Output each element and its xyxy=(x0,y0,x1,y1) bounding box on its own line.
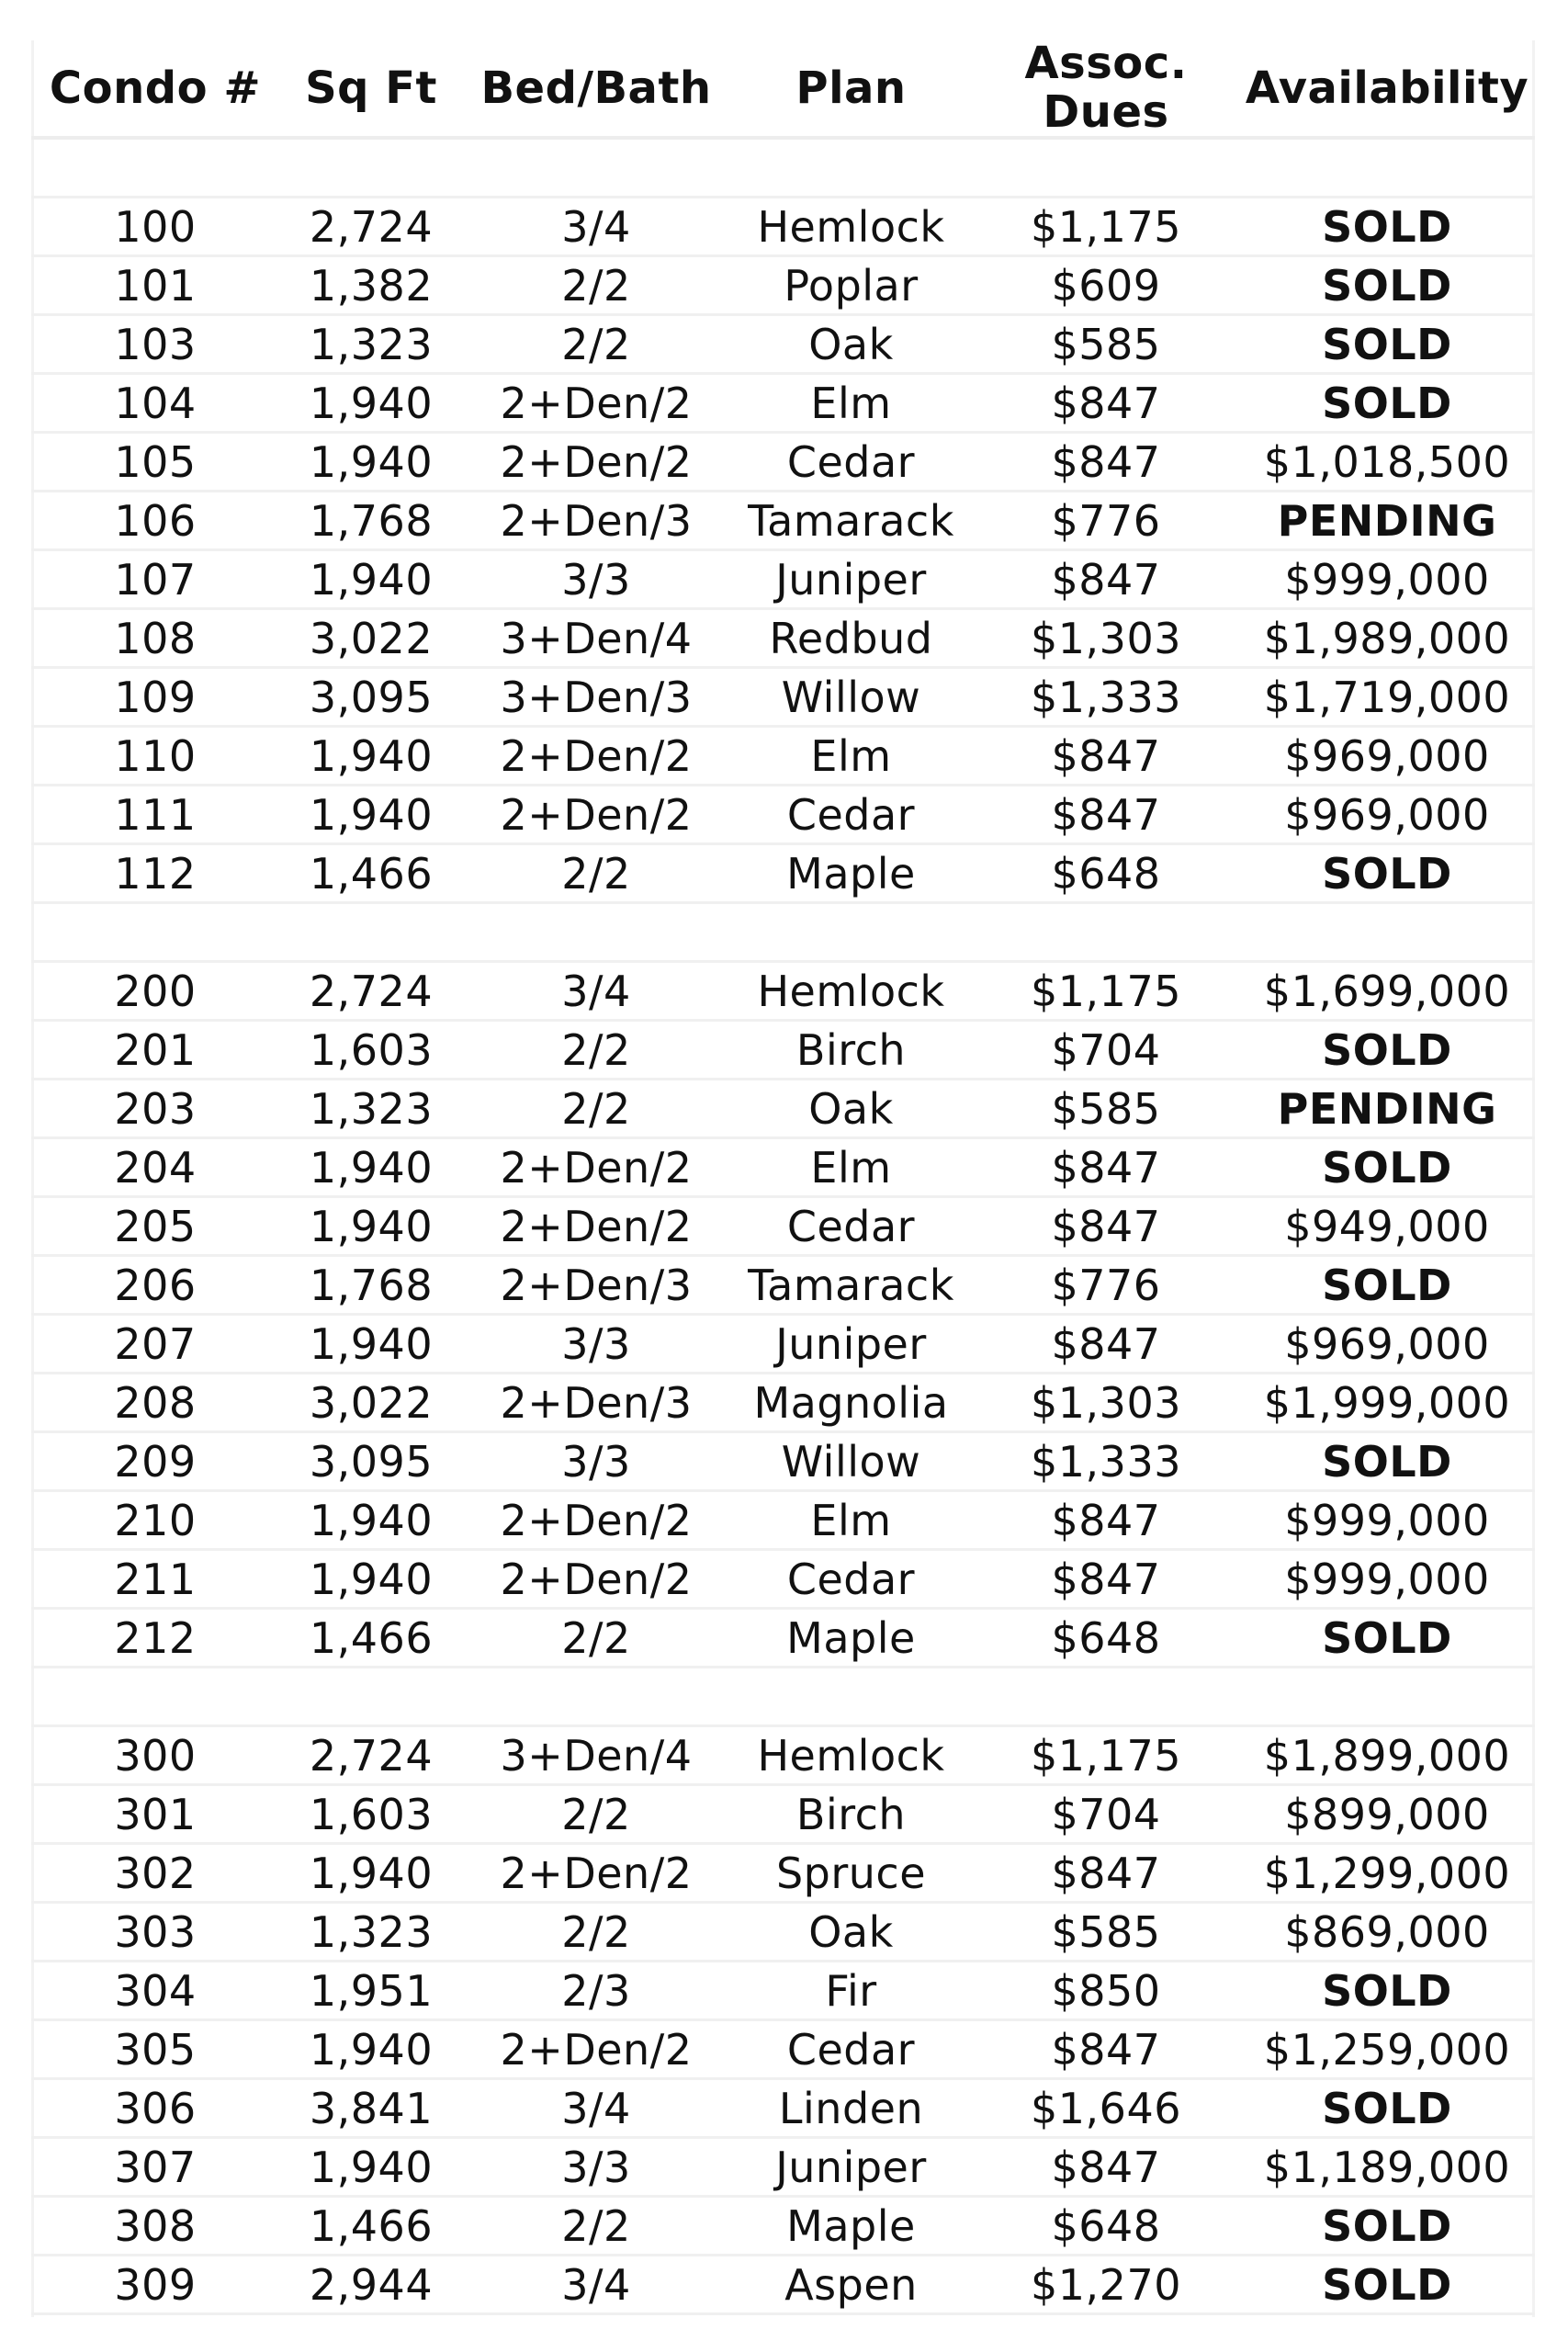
plan-cell: Aspen xyxy=(784,2259,918,2310)
sqft-cell: 1,940 xyxy=(309,2024,434,2075)
table-row xyxy=(31,2198,1535,2256)
availability-cell: SOLD xyxy=(1322,1612,1452,1663)
condo-cell: 211 xyxy=(114,1554,197,1604)
condo-cell: 109 xyxy=(114,672,197,722)
availability-cell: $999,000 xyxy=(1284,1554,1490,1604)
plan-cell: Cedar xyxy=(786,789,916,840)
condo-table xyxy=(31,40,1535,2315)
table-row xyxy=(31,551,1535,610)
availability-cell: $1,719,000 xyxy=(1263,672,1511,722)
sqft-cell: 1,323 xyxy=(309,319,434,369)
plan-cell: Elm xyxy=(810,378,892,428)
table-row xyxy=(31,2080,1535,2139)
condo-cell: 105 xyxy=(114,436,197,487)
condo-cell: 103 xyxy=(114,319,197,369)
bedbath-cell: 2+Den/2 xyxy=(500,378,693,428)
dues-cell: $648 xyxy=(1051,2200,1161,2251)
condo-cell: 207 xyxy=(114,1318,197,1369)
dues-cell: $1,175 xyxy=(1031,201,1181,252)
plan-cell: Tamarack xyxy=(748,495,954,546)
availability-cell: SOLD xyxy=(1322,201,1452,252)
availability-cell: $999,000 xyxy=(1284,1495,1490,1545)
table-row xyxy=(31,610,1535,669)
bedbath-cell: 2+Den/2 xyxy=(500,789,693,840)
dues-cell: $847 xyxy=(1051,436,1161,487)
sqft-cell: 1,466 xyxy=(309,1612,434,1663)
sqft-cell: 2,724 xyxy=(309,966,434,1016)
dues-cell: $1,333 xyxy=(1031,1436,1181,1487)
dues-cell: $847 xyxy=(1051,1848,1161,1898)
table-row xyxy=(31,257,1535,316)
table-row xyxy=(31,1022,1535,1080)
dues-cell: $1,646 xyxy=(1031,2083,1181,2133)
condo-cell: 306 xyxy=(114,2083,197,2133)
plan-cell: Cedar xyxy=(786,2024,916,2075)
dues-cell: $847 xyxy=(1051,1201,1161,1251)
dues-cell: $704 xyxy=(1051,1789,1161,1839)
sqft-cell: 1,940 xyxy=(309,1554,434,1604)
sqft-cell: 3,022 xyxy=(309,613,434,663)
table-row xyxy=(31,2256,1535,2315)
bedbath-cell: 2+Den/3 xyxy=(500,1260,693,1310)
plan-cell: Magnolia xyxy=(753,1377,949,1428)
bedbath-cell: 3+Den/4 xyxy=(500,1730,693,1781)
header-dues xyxy=(973,40,1239,137)
bedbath-cell: 2/2 xyxy=(561,2200,631,2251)
plan-cell: Maple xyxy=(786,848,916,899)
table-row xyxy=(31,198,1535,257)
floor-separator-row xyxy=(31,1668,1535,1727)
sqft-cell: 3,841 xyxy=(309,2083,434,2133)
availability-cell: $969,000 xyxy=(1284,730,1490,781)
dues-cell: $847 xyxy=(1051,1554,1161,1604)
bedbath-cell: 2+Den/2 xyxy=(500,730,693,781)
plan-cell: Cedar xyxy=(786,436,916,487)
sqft-cell: 1,940 xyxy=(309,2142,434,2192)
availability-cell: SOLD xyxy=(1322,2200,1452,2251)
bedbath-cell: 2/2 xyxy=(561,1612,631,1663)
sqft-cell: 1,768 xyxy=(309,495,434,546)
sqft-cell: 1,940 xyxy=(309,789,434,840)
sqft-cell: 1,940 xyxy=(309,1495,434,1545)
condo-cell: 303 xyxy=(114,1906,197,1957)
table-row xyxy=(31,1845,1535,1904)
condo-cell: 210 xyxy=(114,1495,197,1545)
bedbath-cell: 2+Den/2 xyxy=(500,1848,693,1898)
dues-cell: $847 xyxy=(1051,789,1161,840)
plan-cell: Elm xyxy=(810,730,892,781)
bedbath-cell: 3/4 xyxy=(561,966,631,1016)
condo-cell: 300 xyxy=(114,1730,197,1781)
condo-cell: 110 xyxy=(114,730,197,781)
bedbath-cell: 3/4 xyxy=(561,2083,631,2133)
plan-cell: Maple xyxy=(786,2200,916,2251)
dues-cell: $847 xyxy=(1051,378,1161,428)
condo-cell: 307 xyxy=(114,2142,197,2192)
sqft-cell: 1,951 xyxy=(309,1965,434,2016)
availability-cell: SOLD xyxy=(1322,1024,1452,1075)
plan-cell: Fir xyxy=(825,1965,877,2016)
dues-cell: $585 xyxy=(1051,1906,1161,1957)
bedbath-cell: 3/3 xyxy=(561,1436,631,1487)
dues-cell: $850 xyxy=(1051,1965,1161,2016)
condo-cell: 100 xyxy=(114,201,197,252)
availability-cell: $969,000 xyxy=(1284,789,1490,840)
availability-cell: $949,000 xyxy=(1284,1201,1490,1251)
floor-separator-row xyxy=(31,904,1535,963)
bedbath-cell: 3/4 xyxy=(561,2259,631,2310)
availability-cell: $1,299,000 xyxy=(1263,1848,1511,1898)
plan-cell: Maple xyxy=(786,1612,916,1663)
availability-cell: $1,999,000 xyxy=(1263,1377,1511,1428)
table-row xyxy=(31,1904,1535,1962)
table-row xyxy=(31,1198,1535,1257)
condo-cell: 304 xyxy=(114,1965,197,2016)
plan-cell: Birch xyxy=(795,1789,907,1839)
availability-cell: SOLD xyxy=(1322,319,1452,369)
sqft-cell: 1,466 xyxy=(309,2200,434,2251)
bedbath-cell: 2/2 xyxy=(561,848,631,899)
sqft-cell: 1,603 xyxy=(309,1024,434,1075)
availability-cell: SOLD xyxy=(1322,1965,1452,2016)
sqft-cell: 1,768 xyxy=(309,1260,434,1310)
dues-cell: $847 xyxy=(1051,2024,1161,2075)
condo-cell: 203 xyxy=(114,1083,197,1134)
dues-cell: $585 xyxy=(1051,319,1161,369)
condo-cell: 111 xyxy=(114,789,197,840)
plan-cell: Juniper xyxy=(775,1318,927,1369)
availability-cell: $1,989,000 xyxy=(1263,613,1511,663)
availability-cell: SOLD xyxy=(1322,848,1452,899)
table-row xyxy=(31,434,1535,492)
condo-cell: 209 xyxy=(114,1436,197,1487)
dues-cell: $847 xyxy=(1051,1142,1161,1193)
header-dues-line2: Dues xyxy=(1043,86,1169,138)
table-row xyxy=(31,963,1535,1022)
plan-cell: Hemlock xyxy=(757,966,945,1016)
sqft-cell: 1,466 xyxy=(309,848,434,899)
plan-cell: Linden xyxy=(778,2083,924,2133)
bedbath-cell: 2+Den/2 xyxy=(500,1495,693,1545)
bedbath-cell: 2/2 xyxy=(561,319,631,369)
availability-cell: SOLD xyxy=(1322,1436,1452,1487)
condo-cell: 302 xyxy=(114,1848,197,1898)
table-row xyxy=(31,1433,1535,1492)
floor-separator-row xyxy=(31,140,1535,198)
availability-cell: $869,000 xyxy=(1284,1906,1490,1957)
availability-cell: SOLD xyxy=(1322,2083,1452,2133)
table-row xyxy=(31,1374,1535,1433)
table-row xyxy=(31,1257,1535,1316)
plan-cell: Birch xyxy=(795,1024,907,1075)
plan-cell: Juniper xyxy=(775,554,927,605)
header-bedbath: Bed/Bath xyxy=(480,62,712,114)
dues-cell: $585 xyxy=(1051,1083,1161,1134)
sqft-cell: 3,022 xyxy=(309,1377,434,1428)
bedbath-cell: 2/3 xyxy=(561,1965,631,2016)
sqft-cell: 2,724 xyxy=(309,1730,434,1781)
bedbath-cell: 3+Den/4 xyxy=(500,613,693,663)
condo-cell: 201 xyxy=(114,1024,197,1075)
sqft-cell: 1,382 xyxy=(309,260,434,311)
sqft-cell: 1,940 xyxy=(309,730,434,781)
dues-cell: $648 xyxy=(1051,1612,1161,1663)
plan-cell: Cedar xyxy=(786,1201,916,1251)
availability-cell: $1,899,000 xyxy=(1263,1730,1511,1781)
condo-cell: 104 xyxy=(114,378,197,428)
sqft-cell: 1,323 xyxy=(309,1906,434,1957)
bedbath-cell: 2/2 xyxy=(561,1083,631,1134)
table-row xyxy=(31,316,1535,375)
plan-cell: Oak xyxy=(808,1906,894,1957)
availability-cell: $1,189,000 xyxy=(1263,2142,1511,2192)
dues-cell: $1,270 xyxy=(1031,2259,1181,2310)
plan-cell: Elm xyxy=(810,1495,892,1545)
plan-cell: Elm xyxy=(810,1142,892,1193)
condo-cell: 112 xyxy=(114,848,197,899)
availability-cell: $999,000 xyxy=(1284,554,1490,605)
bedbath-cell: 2+Den/2 xyxy=(500,2024,693,2075)
dues-cell: $847 xyxy=(1051,1318,1161,1369)
sqft-cell: 3,095 xyxy=(309,672,434,722)
availability-cell: PENDING xyxy=(1277,495,1497,546)
table-row xyxy=(31,1962,1535,2021)
condo-cell: 301 xyxy=(114,1789,197,1839)
availability-cell: $1,259,000 xyxy=(1263,2024,1511,2075)
plan-cell: Tamarack xyxy=(748,1260,954,1310)
table-row xyxy=(31,1080,1535,1139)
dues-cell: $1,175 xyxy=(1031,966,1181,1016)
sqft-cell: 1,323 xyxy=(309,1083,434,1134)
table-row xyxy=(31,669,1535,728)
availability-cell: SOLD xyxy=(1322,378,1452,428)
sqft-cell: 1,940 xyxy=(309,1848,434,1898)
condo-cell: 200 xyxy=(114,966,197,1016)
plan-cell: Redbud xyxy=(769,613,933,663)
table-row xyxy=(31,2139,1535,2198)
table-row xyxy=(31,1727,1535,1786)
availability-cell: $969,000 xyxy=(1284,1318,1490,1369)
table-row xyxy=(31,1551,1535,1610)
bedbath-cell: 2+Den/3 xyxy=(500,495,693,546)
dues-cell: $704 xyxy=(1051,1024,1161,1075)
bedbath-cell: 3/3 xyxy=(561,2142,631,2192)
availability-cell: SOLD xyxy=(1322,260,1452,311)
condo-cell: 212 xyxy=(114,1612,197,1663)
bedbath-cell: 2+Den/3 xyxy=(500,1377,693,1428)
bedbath-cell: 2+Den/2 xyxy=(500,1554,693,1604)
header-sqft: Sq Ft xyxy=(305,62,437,114)
bedbath-cell: 2+Den/2 xyxy=(500,1201,693,1251)
condo-cell: 205 xyxy=(114,1201,197,1251)
bedbath-cell: 2/2 xyxy=(561,260,631,311)
sqft-cell: 1,940 xyxy=(309,1318,434,1369)
table-row xyxy=(31,786,1535,845)
bedbath-cell: 2+Den/2 xyxy=(500,436,693,487)
dues-cell: $1,303 xyxy=(1031,1377,1181,1428)
header-plan: Plan xyxy=(795,62,907,114)
bedbath-cell: 2/2 xyxy=(561,1789,631,1839)
dues-cell: $847 xyxy=(1051,2142,1161,2192)
condo-cell: 204 xyxy=(114,1142,197,1193)
condo-cell: 206 xyxy=(114,1260,197,1310)
sqft-cell: 1,940 xyxy=(309,1142,434,1193)
bedbath-cell: 3/4 xyxy=(561,201,631,252)
plan-cell: Willow xyxy=(781,672,921,722)
bedbath-cell: 2/2 xyxy=(561,1024,631,1075)
availability-cell: $1,018,500 xyxy=(1263,436,1511,487)
availability-cell: SOLD xyxy=(1322,2259,1452,2310)
condo-cell: 308 xyxy=(114,2200,197,2251)
table-row xyxy=(31,2021,1535,2080)
sqft-cell: 2,724 xyxy=(309,201,434,252)
condo-cell: 101 xyxy=(114,260,197,311)
dues-cell: $847 xyxy=(1051,1495,1161,1545)
condo-cell: 106 xyxy=(114,495,197,546)
table-row xyxy=(31,1786,1535,1845)
table-row xyxy=(31,845,1535,904)
bedbath-cell: 3/3 xyxy=(561,1318,631,1369)
plan-cell: Cedar xyxy=(786,1554,916,1604)
table-header xyxy=(31,40,1535,140)
table-row xyxy=(31,1492,1535,1551)
sqft-cell: 3,095 xyxy=(309,1436,434,1487)
sqft-cell: 1,940 xyxy=(309,436,434,487)
plan-cell: Spruce xyxy=(775,1848,927,1898)
header-condo: Condo # xyxy=(49,62,262,114)
dues-cell: $776 xyxy=(1051,1260,1161,1310)
sqft-cell: 1,940 xyxy=(309,554,434,605)
dues-cell: $847 xyxy=(1051,554,1161,605)
plan-cell: Hemlock xyxy=(757,1730,945,1781)
plan-cell: Hemlock xyxy=(757,201,945,252)
plan-cell: Oak xyxy=(808,1083,894,1134)
bedbath-cell: 3/3 xyxy=(561,554,631,605)
header-dues-line1: Assoc. xyxy=(1024,38,1188,90)
condo-cell: 108 xyxy=(114,613,197,663)
table-row xyxy=(31,1316,1535,1374)
plan-cell: Oak xyxy=(808,319,894,369)
table-row xyxy=(31,1610,1535,1668)
table-body xyxy=(31,140,1535,2315)
availability-cell: SOLD xyxy=(1322,1142,1452,1193)
sqft-cell: 2,944 xyxy=(309,2259,434,2310)
dues-cell: $1,175 xyxy=(1031,1730,1181,1781)
availability-cell: SOLD xyxy=(1322,1260,1452,1310)
sqft-cell: 1,940 xyxy=(309,1201,434,1251)
table-row xyxy=(31,728,1535,786)
dues-cell: $847 xyxy=(1051,730,1161,781)
plan-cell: Juniper xyxy=(775,2142,927,2192)
dues-cell: $609 xyxy=(1051,260,1161,311)
sqft-cell: 1,603 xyxy=(309,1789,434,1839)
bedbath-cell: 3+Den/3 xyxy=(500,672,693,722)
plan-cell: Poplar xyxy=(784,260,919,311)
dues-cell: $1,333 xyxy=(1031,672,1181,722)
dues-cell: $1,303 xyxy=(1031,613,1181,663)
condo-cell: 305 xyxy=(114,2024,197,2075)
condo-cell: 208 xyxy=(114,1377,197,1428)
table-row xyxy=(31,492,1535,551)
header-availability: Availability xyxy=(1245,62,1529,114)
table-row xyxy=(31,1139,1535,1198)
bedbath-cell: 2/2 xyxy=(561,1906,631,1957)
plan-cell: Willow xyxy=(781,1436,921,1487)
condo-cell: 107 xyxy=(114,554,197,605)
dues-cell: $776 xyxy=(1051,495,1161,546)
dues-cell: $648 xyxy=(1051,848,1161,899)
bedbath-cell: 2+Den/2 xyxy=(500,1142,693,1193)
table-row xyxy=(31,375,1535,434)
availability-cell: $899,000 xyxy=(1284,1789,1490,1839)
availability-cell: $1,699,000 xyxy=(1263,966,1511,1016)
availability-cell: PENDING xyxy=(1277,1083,1497,1134)
sqft-cell: 1,940 xyxy=(309,378,434,428)
condo-cell: 309 xyxy=(114,2259,197,2310)
